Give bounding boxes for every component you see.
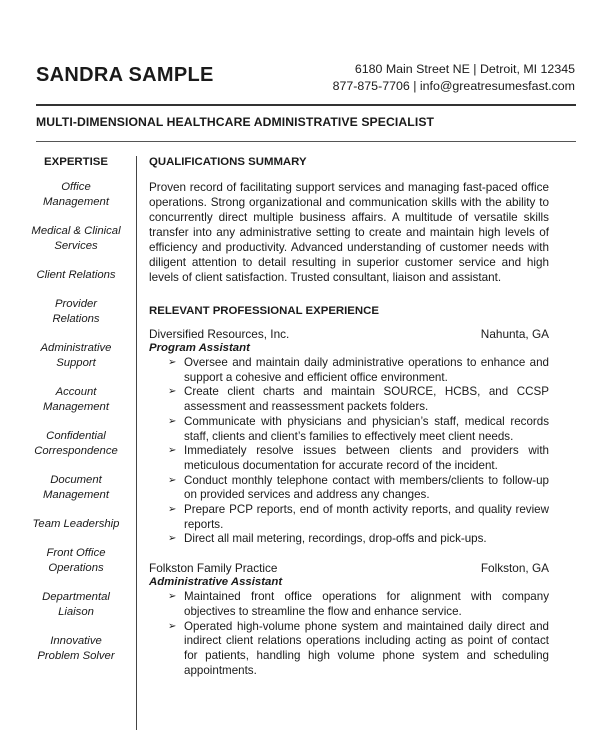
- job-header: [149, 327, 549, 342]
- header-divider: [36, 104, 576, 106]
- expertise-title: EXPERTISE: [44, 156, 108, 168]
- headline-divider: [36, 141, 576, 142]
- job-company: Diversified Resources, Inc.: [149, 327, 290, 341]
- expertise-item-line: Provider: [54, 298, 98, 310]
- experience-title: RELEVANT PROFESSIONAL EXPERIENCE: [149, 305, 379, 317]
- summary-text: Proven record of facilitating support services and managing fast-paced office operations. Strong organizational and communication skills with the ability to concurrently direct multiple business affairs. A multitude of versatile skills transfer into any administrative setting to create and maintain high levels of efficiency and productivity. Advanced understanding of customer needs with diligent attention to detail resulting in superior customer service and high levels of client satisfaction. Trusted consultant, liaison and assistant.: [149, 181, 549, 284]
- list-item: ➢ Prepare PCP reports, end of month activity reports, and quality review reports.: [149, 503, 549, 532]
- expertise-item-line: Management: [43, 196, 109, 208]
- job-company: Folkston Family Practice: [149, 561, 278, 576]
- candidate-name: SANDRA SAMPLE: [36, 64, 214, 86]
- list-item: ➢ Operated high-volume phone system and maintained daily direct and indirect client relations operations including acting as point of contact for patients, handling high volume phone system and scheduling appointments.: [149, 620, 549, 679]
- expertise-item-line: Liaison: [58, 606, 94, 618]
- expertise-item: [20, 473, 132, 517]
- summary-title: QUALIFICATIONS SUMMARY: [149, 156, 307, 168]
- list-item: ➢ Immediately resolve issues between clients and providers with meticulous documentation for accurate record of the incident.: [149, 444, 549, 473]
- expertise-item-line: Team Leadership: [32, 518, 120, 530]
- list-item: ➢ Communicate with physicians and physician’s staff, medical records staff, clients and client’s families to effectively meet client needs.: [149, 415, 549, 444]
- expertise-item-line: Services: [54, 240, 98, 252]
- expertise-item-line: Management: [43, 401, 109, 413]
- expertise-sidebar: [20, 156, 132, 678]
- expertise-item-line: Front Office: [46, 547, 106, 559]
- professional-headline: MULTI-DIMENSIONAL HEALTHCARE ADMINISTRATIVE SPECIALIST: [36, 115, 435, 129]
- expertise-item: [20, 180, 132, 224]
- expertise-item-line: Management: [43, 489, 109, 501]
- expertise-item: [20, 385, 132, 429]
- expertise-item-line: Medical & Clinical: [31, 225, 121, 237]
- expertise-item-line: Departmental: [42, 591, 110, 603]
- job-role: Program Assistant: [149, 342, 250, 354]
- list-item: ➢ Maintained front office operations for alignment with company objectives to streamline the flow and enhance service.: [149, 590, 549, 619]
- list-item: ➢ Oversee and maintain daily administrative operations to enhance and support a cohesive and efficient office environment.: [149, 356, 549, 385]
- job-role: Administrative Assistant: [149, 576, 283, 589]
- contact-address: 6180 Main Street NE | Detroit, MI 12345: [354, 62, 575, 76]
- job-location: Nahunta, GA: [480, 327, 549, 341]
- list-item: ➢ Conduct monthly telephone contact with members/clients to follow-up on provided services and address any changes.: [149, 474, 549, 503]
- expertise-item: [20, 297, 132, 341]
- expertise-item: [20, 517, 132, 546]
- contact-info: [333, 61, 575, 95]
- job-entry: [149, 561, 549, 678]
- expertise-item: [20, 341, 132, 385]
- expertise-item-line: Office: [61, 181, 91, 193]
- list-item: ➢ Direct all mail metering, recordings, drop-offs and pick-ups.: [149, 532, 549, 547]
- expertise-item: [20, 224, 132, 268]
- expertise-item-line: Correspondence: [34, 445, 118, 457]
- list-item: ➢ Create client charts and maintain SOURCE, HCBS, and CCSP assessment and reassessment packets folders.: [149, 385, 549, 414]
- expertise-item-line: Client Relations: [36, 269, 116, 281]
- expertise-item-line: Relations: [52, 313, 100, 325]
- expertise-item: [20, 429, 132, 473]
- job-location: Folkston, GA: [480, 561, 549, 576]
- expertise-item-line: Innovative: [50, 635, 102, 647]
- job-header: [149, 561, 549, 576]
- expertise-item: [20, 590, 132, 634]
- expertise-item-line: Operations: [48, 562, 104, 574]
- expertise-item: [20, 268, 132, 297]
- expertise-item-line: Account: [55, 386, 97, 398]
- main-content: [149, 156, 549, 678]
- job-bullets: [149, 590, 549, 678]
- job-entry: [149, 327, 549, 547]
- expertise-list: [20, 180, 132, 678]
- job-bullets: [149, 356, 549, 547]
- expertise-item: [20, 634, 132, 678]
- expertise-item-line: Support: [56, 357, 96, 369]
- expertise-item-line: Problem Solver: [37, 650, 115, 662]
- contact-phone-email: 877-875-7706 | info@greatresumesfast.com: [332, 79, 575, 93]
- expertise-item-line: Administrative: [40, 342, 112, 354]
- expertise-item-line: Confidential: [46, 430, 106, 442]
- expertise-item-line: Document: [50, 474, 102, 486]
- expertise-item: [20, 546, 132, 590]
- column-divider: [136, 156, 137, 730]
